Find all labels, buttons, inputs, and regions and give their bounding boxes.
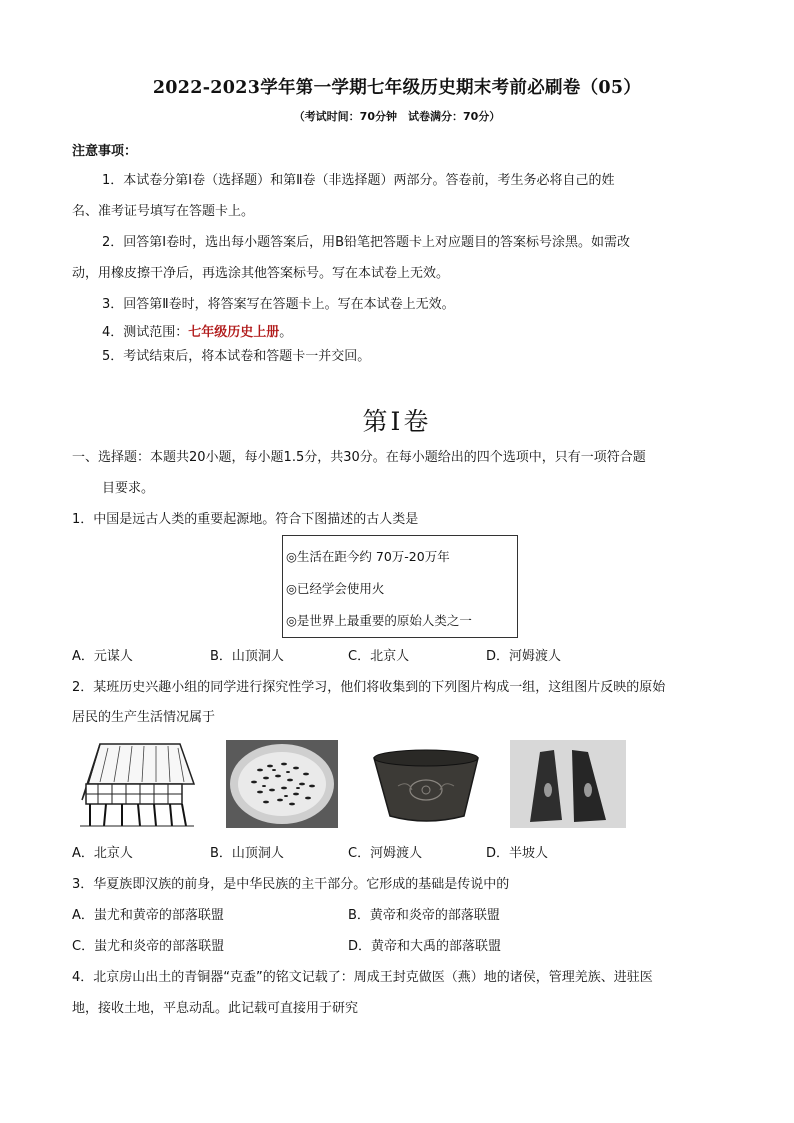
question-1-info-box	[282, 535, 518, 638]
info-line-3: ◎是世界上最重要的原始人类之一	[286, 613, 472, 628]
q3-option-d[interactable]: D．黄帝和大禹的部落联盟	[348, 939, 502, 954]
info-line-1: ◎生活在距今约 70万-20万年	[286, 549, 450, 564]
section-instruction-cont: 目要求。	[102, 481, 155, 496]
q1-option-d[interactable]: D．河姆渡人	[486, 649, 562, 664]
bone-tools-image	[510, 740, 626, 828]
q1-option-c[interactable]: C．北京人	[348, 649, 410, 664]
q2-option-d[interactable]: D．半坡人	[486, 846, 549, 861]
notes-heading: 注意事项：	[72, 144, 138, 159]
rice-grains-image	[226, 740, 338, 828]
q3-option-c[interactable]: C．蚩尤和炎帝的部落联盟	[72, 939, 225, 954]
black-pottery-image	[368, 740, 484, 828]
exam-info: （考试时间：70分钟 试卷满分：70分）	[293, 110, 501, 123]
note-item-4-prefix: 4．测试范围：	[102, 325, 189, 340]
question-4-stem: 4．北京房山出土的青铜器“克盉”的铭文记载了：周成王封克做医（燕）地的诸侯，管理羌族、进驻医	[72, 970, 653, 985]
question-3-stem: 3．华夏族即汉族的前身，是中华民族的主干部分。它形成的基础是传说中的	[72, 877, 510, 892]
test-range: 七年级历史上册	[188, 325, 280, 340]
note-item-1: 1．本试卷分第Ⅰ卷（选择题）和第Ⅱ卷（非选择题）两部分。答卷前，考生务必将自己的姓	[102, 173, 615, 188]
note-item-1-cont: 名、准考证号填写在答题卡上。	[72, 204, 255, 219]
note-item-4-suffix: 。	[279, 325, 293, 340]
note-item-5: 5．考试结束后，将本试卷和答题卡一并交回。	[102, 349, 371, 364]
q2-option-b[interactable]: B．山顶洞人	[210, 846, 284, 861]
q1-option-a[interactable]: A．元谋人	[72, 649, 133, 664]
page-title: 2022-2023学年第一学期七年级历史期末考前必刷卷（05）	[152, 78, 642, 98]
section-title: 第Ⅰ卷	[362, 407, 432, 436]
note-item-2: 2．回答第Ⅰ卷时，选出每小题答案后，用B铅笔把答题卡上对应题目的答案标号涂黑。如需改	[102, 235, 631, 250]
q3-option-a[interactable]: A．蚩尤和黄帝的部落联盟	[72, 908, 224, 923]
q2-option-a[interactable]: A．北京人	[72, 846, 133, 861]
question-2-stem-cont: 居民的生产生活情况属于	[72, 710, 216, 725]
question-4-stem-cont: 地，接收土地，平息动乱。此记载可直接用于研究	[72, 1001, 359, 1016]
section-instruction: 一、选择题：本题共20小题，每小题1.5分，共30分。在每小题给出的四个选项中，只有一项符合题	[72, 450, 646, 465]
stilt-house-image	[78, 740, 196, 828]
note-item-3: 3．回答第Ⅱ卷时，将答案写在答题卡上。写在本试卷上无效。	[102, 297, 455, 312]
q3-option-b[interactable]: B．黄帝和炎帝的部落联盟	[348, 908, 500, 923]
q2-option-c[interactable]: C．河姆渡人	[348, 846, 423, 861]
info-line-2: ◎已经学会使用火	[286, 581, 385, 596]
q1-option-b[interactable]: B．山顶洞人	[210, 649, 284, 664]
note-item-4	[102, 324, 292, 342]
note-item-2-cont: 动，用橡皮擦干净后，再选涂其他答案标号。写在本试卷上无效。	[72, 266, 450, 281]
question-2-stem: 2．某班历史兴趣小组的同学进行探究性学习，他们将收集到的下列图片构成一组，这组图片反映的原始	[72, 680, 666, 695]
question-1-stem: 1．中国是远古人类的重要起源地。符合下图描述的古人类是	[72, 512, 419, 527]
